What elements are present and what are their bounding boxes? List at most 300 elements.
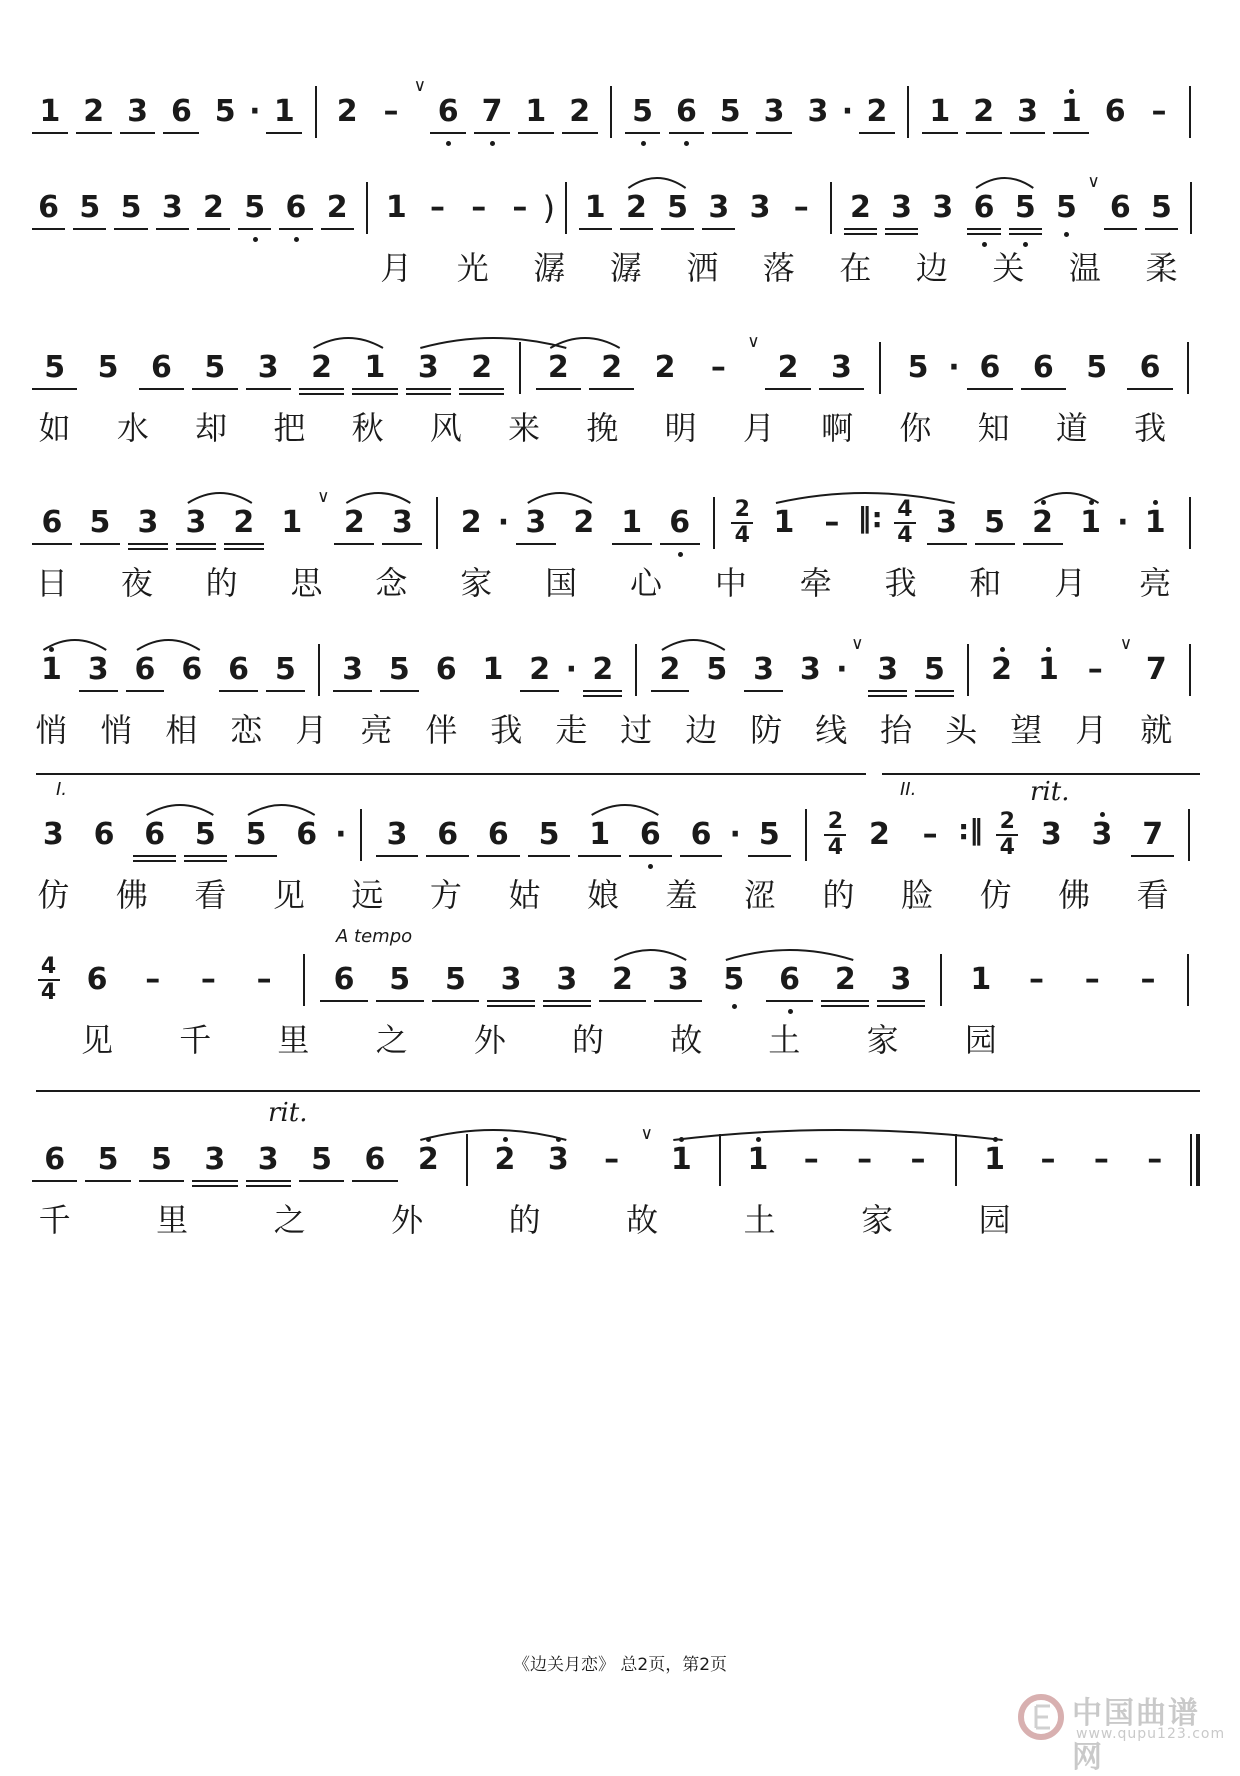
note: 5 xyxy=(97,1142,119,1177)
slur xyxy=(420,338,566,348)
lyric-char: 的 xyxy=(205,564,238,602)
note: 3 xyxy=(87,652,109,687)
note: 1 xyxy=(1144,505,1166,540)
watermark-url: www.qupu123.com xyxy=(1076,1726,1226,1742)
underline-beam xyxy=(184,855,227,857)
dash-extension: – xyxy=(145,962,161,997)
underline-beam xyxy=(599,1000,647,1002)
lyric-char: 防 xyxy=(750,711,783,749)
dash-extension: – xyxy=(1084,962,1100,997)
underline-beam xyxy=(299,1180,344,1182)
note: 2 xyxy=(777,350,799,385)
lyric-char: 看 xyxy=(1136,876,1169,914)
underline-beam xyxy=(459,388,504,390)
lyric-char: 仿 xyxy=(979,876,1012,914)
augmentation-dot: · xyxy=(729,817,741,852)
note: 3 xyxy=(831,350,852,385)
breath-mark: ∨ xyxy=(640,1124,653,1144)
note: 5 xyxy=(723,962,745,997)
octave-dot-below xyxy=(294,237,299,242)
octave-dot-below xyxy=(490,141,495,146)
augmentation-dot: · xyxy=(335,817,347,852)
note: 5 xyxy=(79,190,101,225)
time-signature: 4 4 xyxy=(891,499,919,547)
octave-dot-below xyxy=(678,552,683,557)
slur xyxy=(420,1130,566,1140)
underline-beam xyxy=(192,388,237,390)
lyric-char: 潺 xyxy=(533,249,566,287)
slur xyxy=(614,950,686,960)
note: 3 xyxy=(708,190,730,225)
underline-beam xyxy=(915,690,954,692)
note: 5 xyxy=(194,817,216,852)
note: 1 xyxy=(40,652,62,687)
lyric-char: 头 xyxy=(945,711,978,749)
underline-beam xyxy=(266,690,305,692)
underline-beam xyxy=(579,228,612,230)
note: 2 xyxy=(547,350,569,385)
underline-beam xyxy=(844,233,877,235)
note: 5 xyxy=(274,652,296,687)
underline-beam xyxy=(1010,132,1046,134)
note: 1 xyxy=(281,505,303,540)
note: 5 xyxy=(1056,190,1077,225)
note: 2 xyxy=(601,350,623,385)
lyric-char: 月 xyxy=(295,711,328,749)
volta-1-bracket xyxy=(36,773,866,775)
lyric-char: 见 xyxy=(80,1021,113,1059)
note: 3 xyxy=(42,817,64,852)
lyric-char: 伴 xyxy=(425,711,458,749)
lyric-char: 念 xyxy=(375,564,408,602)
underline-beam xyxy=(583,695,622,697)
lyric-char: 之 xyxy=(375,1021,408,1059)
underline-beam xyxy=(1053,132,1089,134)
note: 1 xyxy=(984,1142,1006,1177)
note: 3 xyxy=(257,350,279,385)
note: 2 xyxy=(569,94,591,129)
underline-beam xyxy=(1009,228,1042,230)
underline-beam xyxy=(868,695,907,697)
note: 3 xyxy=(161,190,183,225)
note: 3 xyxy=(807,94,829,129)
augmentation-dot: · xyxy=(1117,505,1129,540)
underline-beam xyxy=(238,228,271,230)
lyric-char: 就 xyxy=(1140,711,1173,749)
lyric-char: 落 xyxy=(762,249,795,287)
slur xyxy=(147,805,214,815)
underline-beam xyxy=(578,855,621,857)
lyric-char: 柔 xyxy=(1145,249,1178,287)
lyric-char: 如 xyxy=(38,409,71,447)
note: 5 xyxy=(204,350,226,385)
note: 3 xyxy=(667,962,689,997)
octave-dot-below xyxy=(648,864,653,869)
note: 3 xyxy=(525,505,547,540)
note: 3 xyxy=(257,1142,279,1177)
underline-beam xyxy=(1009,233,1042,235)
note: 2 xyxy=(343,505,365,540)
lyric-char: 故 xyxy=(626,1201,659,1239)
underline-beam xyxy=(756,132,792,134)
underline-beam xyxy=(246,388,291,390)
note: 2 xyxy=(1032,505,1053,540)
underline-beam xyxy=(32,388,77,390)
octave-dot-below xyxy=(684,141,689,146)
note: 5 xyxy=(389,962,411,997)
note: 2 xyxy=(592,652,614,687)
lyric-char: 佛 xyxy=(1058,876,1091,914)
note: 6 xyxy=(690,817,712,852)
slur xyxy=(1035,493,1099,503)
octave-dot-below xyxy=(446,141,451,146)
top-bracket-line xyxy=(36,1090,1200,1092)
underline-beam xyxy=(382,543,422,545)
note: 3 xyxy=(556,962,578,997)
breath-mark: ∨ xyxy=(747,332,760,352)
note: 3 xyxy=(799,652,821,687)
dash-extension: – xyxy=(910,1142,926,1177)
slur-layer xyxy=(0,628,1240,668)
note: 3 xyxy=(936,505,958,540)
underline-beam xyxy=(821,1005,869,1007)
lyric-char: 在 xyxy=(839,249,872,287)
lyric-char: 道 xyxy=(1055,409,1088,447)
underline-beam xyxy=(766,1000,814,1002)
underline-beam xyxy=(156,228,189,230)
lyric-char: 日 xyxy=(35,564,68,602)
underline-beam xyxy=(629,855,672,857)
lyric-char: 羞 xyxy=(665,876,698,914)
underline-beam xyxy=(133,855,176,857)
underline-beam xyxy=(474,132,510,134)
underline-beam xyxy=(625,132,661,134)
note: 2 xyxy=(973,94,995,129)
dash-extension: – xyxy=(710,350,726,385)
lyric-char: 见 xyxy=(272,876,305,914)
dash-extension: – xyxy=(604,1142,620,1177)
note: 2 xyxy=(573,505,595,540)
note: 1 xyxy=(364,350,386,385)
underline-beam xyxy=(844,228,877,230)
note: 3 xyxy=(500,962,522,997)
underline-beam xyxy=(406,393,451,395)
octave-dot-below xyxy=(982,242,987,247)
lyric-char: 来 xyxy=(508,409,541,447)
breath-mark: ∨ xyxy=(413,76,427,96)
slur xyxy=(662,640,725,650)
lyric-char: 姑 xyxy=(508,876,541,914)
slur xyxy=(976,178,1033,188)
lyric-char: 光 xyxy=(456,249,489,287)
underline-beam xyxy=(612,543,652,545)
lyric-char: 里 xyxy=(277,1021,310,1059)
underline-beam xyxy=(219,690,258,692)
note: 5 xyxy=(632,94,654,129)
underline-beam xyxy=(967,233,1000,235)
underline-beam xyxy=(528,855,571,857)
note: 5 xyxy=(311,1142,333,1177)
lyric-char: 把 xyxy=(273,409,306,447)
lyric-char: 和 xyxy=(969,564,1002,602)
dash-extension: – xyxy=(857,1142,873,1177)
underline-beam xyxy=(477,855,520,857)
underline-beam xyxy=(748,855,791,857)
lyric-char: 潺 xyxy=(609,249,642,287)
dash-extension: – xyxy=(383,94,399,129)
note: 2 xyxy=(849,190,871,225)
underline-beam xyxy=(139,388,184,390)
volta-2-bracket xyxy=(882,773,1200,775)
lyric-char: 外 xyxy=(473,1021,506,1059)
underline-beam xyxy=(868,690,907,692)
note: 6 xyxy=(144,817,166,852)
underline-beam xyxy=(299,388,344,390)
lyric-char: 家 xyxy=(866,1021,899,1059)
underline-beam xyxy=(1104,228,1137,230)
note: 1 xyxy=(621,505,643,540)
lyric-char: 家 xyxy=(460,564,493,602)
repeat-sign: ‖: xyxy=(857,501,883,534)
note: 2 xyxy=(336,94,358,129)
note: 2 xyxy=(834,962,856,997)
underline-beam xyxy=(176,543,216,545)
breath-mark: ∨ xyxy=(317,487,330,507)
underline-beam xyxy=(246,1180,291,1182)
lyric-char: 牵 xyxy=(799,564,832,602)
dash-extension: – xyxy=(1140,962,1156,997)
note: 6 xyxy=(151,350,172,385)
slur-layer xyxy=(0,481,1240,521)
underline-beam xyxy=(660,543,700,545)
underline-beam xyxy=(73,228,106,230)
underline-beam xyxy=(279,228,312,230)
note: 1 xyxy=(39,94,61,129)
lyric-char: 秋 xyxy=(351,409,384,447)
lyric-char: 亮 xyxy=(1139,564,1172,602)
slur-layer xyxy=(0,326,1240,366)
note: 2 xyxy=(625,190,647,225)
underline-beam xyxy=(192,1185,237,1187)
note: 2 xyxy=(417,1142,439,1177)
underline-beam xyxy=(975,543,1015,545)
underline-beam xyxy=(877,1000,925,1002)
underline-beam xyxy=(915,695,954,697)
dash-extension: – xyxy=(1029,962,1045,997)
lyric-char: 却 xyxy=(195,409,228,447)
note: 3 xyxy=(342,652,363,687)
lyric-char: 国 xyxy=(545,564,578,602)
underline-beam xyxy=(120,132,156,134)
dash-extension: – xyxy=(824,505,840,540)
note: 1 xyxy=(1080,505,1101,540)
note: 5 xyxy=(44,350,66,385)
score-line xyxy=(0,332,1240,498)
underline-beam xyxy=(80,543,120,545)
note: 3 xyxy=(127,94,148,129)
augmentation-dot: · xyxy=(841,94,854,129)
note: 1 xyxy=(385,190,407,225)
dash-extension: – xyxy=(1040,1142,1056,1177)
note: 5 xyxy=(758,817,780,852)
underline-beam xyxy=(128,548,168,550)
note: 1 xyxy=(1037,652,1059,687)
underline-beam xyxy=(197,228,230,230)
note: 2 xyxy=(494,1142,516,1177)
lyric-char: 月 xyxy=(1054,564,1087,602)
underline-beam xyxy=(299,393,344,395)
underline-beam xyxy=(712,132,748,134)
underline-beam xyxy=(114,228,147,230)
underline-beam xyxy=(1145,228,1178,230)
underline-beam xyxy=(163,132,199,134)
note: 6 xyxy=(1139,350,1161,385)
underline-beam xyxy=(654,1000,702,1002)
lyric-char: 之 xyxy=(273,1201,306,1239)
note: 2 xyxy=(654,350,676,385)
octave-dot-below xyxy=(788,1009,793,1014)
lyric-char: 悄 xyxy=(100,711,133,749)
lyric-char: 里 xyxy=(156,1201,189,1239)
note: 6 xyxy=(93,817,115,852)
note: 5 xyxy=(388,652,410,687)
underline-beam xyxy=(487,1000,535,1002)
note: 3 xyxy=(137,505,159,540)
underline-beam xyxy=(516,543,556,545)
underline-beam xyxy=(859,132,895,134)
note: 1 xyxy=(773,505,795,540)
note: 6 xyxy=(1104,94,1126,129)
slur xyxy=(314,338,383,348)
lyric-char: 挽 xyxy=(586,409,619,447)
lyric-char: 脸 xyxy=(901,876,934,914)
underline-beam xyxy=(819,388,864,390)
underline-beam xyxy=(32,228,65,230)
lyric-char: 家 xyxy=(861,1201,894,1239)
underline-beam xyxy=(459,393,504,395)
slur xyxy=(673,1130,1002,1140)
underline-beam xyxy=(126,690,165,692)
note: 3 xyxy=(1040,817,1062,852)
note: 1 xyxy=(584,190,606,225)
underline-beam xyxy=(922,132,958,134)
note: 5 xyxy=(97,350,119,385)
lyric-char: 明 xyxy=(664,409,697,447)
dash-extension: – xyxy=(793,190,809,225)
note: 6 xyxy=(639,817,661,852)
dash-extension: – xyxy=(1147,1142,1163,1177)
underline-beam xyxy=(266,132,302,134)
note: 5 xyxy=(706,652,728,687)
underline-beam xyxy=(487,1005,535,1007)
lyric-char: 方 xyxy=(429,876,462,914)
note: 5 xyxy=(907,350,929,385)
note: 1 xyxy=(970,962,992,997)
lyric-char: 园 xyxy=(964,1021,997,1059)
note: 2 xyxy=(326,190,348,225)
lyric-char: 园 xyxy=(978,1201,1011,1239)
underline-beam xyxy=(426,855,469,857)
octave-dot-below xyxy=(1023,242,1028,247)
slur xyxy=(188,493,252,503)
underline-beam xyxy=(543,1000,591,1002)
page-footer: 《边关月恋》 总2页，第2页 xyxy=(512,1655,728,1675)
note: 6 xyxy=(435,652,457,687)
augmentation-dot: · xyxy=(948,350,960,385)
lyric-char: 亮 xyxy=(360,711,393,749)
slur-layer xyxy=(0,1118,1240,1158)
augmentation-dot: · xyxy=(249,94,261,129)
lyric-char: 走 xyxy=(555,711,588,749)
dash-extension: – xyxy=(1093,1142,1109,1177)
note: 5 xyxy=(984,505,1006,540)
note: 6 xyxy=(86,962,108,997)
underline-beam xyxy=(669,132,705,134)
underline-beam xyxy=(620,228,653,230)
lyric-char: 的 xyxy=(822,876,855,914)
note: 6 xyxy=(333,962,355,997)
lyric-char: 我 xyxy=(884,564,917,602)
note: 5 xyxy=(924,652,945,687)
volta-1: I. xyxy=(56,779,68,800)
note: 5 xyxy=(1151,190,1172,225)
note: 3 xyxy=(749,190,771,225)
underline-beam xyxy=(85,1180,130,1182)
note: 2 xyxy=(83,94,105,129)
note: 3 xyxy=(753,652,774,687)
lyric-char: 相 xyxy=(165,711,198,749)
octave-dot-below xyxy=(732,1004,737,1009)
breath-mark: ∨ xyxy=(1087,172,1100,192)
slur xyxy=(137,640,200,650)
note: 1 xyxy=(670,1142,692,1177)
note: 6 xyxy=(296,817,318,852)
lyric-char: 土 xyxy=(768,1021,801,1059)
note: 6 xyxy=(487,817,509,852)
underline-beam xyxy=(352,1180,397,1182)
underline-beam xyxy=(589,388,634,390)
lyric-char: 思 xyxy=(290,564,323,602)
note: 6 xyxy=(979,350,1001,385)
underline-beam xyxy=(380,690,419,692)
note: 5 xyxy=(1086,350,1108,385)
underline-beam xyxy=(520,690,559,692)
note: 5 xyxy=(120,190,142,225)
note: 5 xyxy=(1014,190,1036,225)
note: 1 xyxy=(747,1142,769,1177)
lyric-char: 涩 xyxy=(744,876,777,914)
lyric-char: 故 xyxy=(670,1021,703,1059)
note: 5 xyxy=(719,94,741,129)
underline-beam xyxy=(518,132,554,134)
note: 2 xyxy=(612,962,633,997)
dash-extension: – xyxy=(1151,94,1167,129)
underline-beam xyxy=(76,132,112,134)
note: 5 xyxy=(245,817,267,852)
lyric-char: 望 xyxy=(1010,711,1043,749)
augmentation-dot: · xyxy=(836,652,848,687)
score-line xyxy=(0,172,1240,338)
note: 3 xyxy=(547,1142,569,1177)
underline-beam xyxy=(79,690,118,692)
underline-beam xyxy=(224,543,264,545)
octave-dot-below xyxy=(253,237,258,242)
dash-extension: – xyxy=(803,1142,819,1177)
note: 3 xyxy=(386,817,408,852)
note: 2 xyxy=(233,505,255,540)
underline-beam xyxy=(885,228,918,230)
slur xyxy=(346,493,410,503)
